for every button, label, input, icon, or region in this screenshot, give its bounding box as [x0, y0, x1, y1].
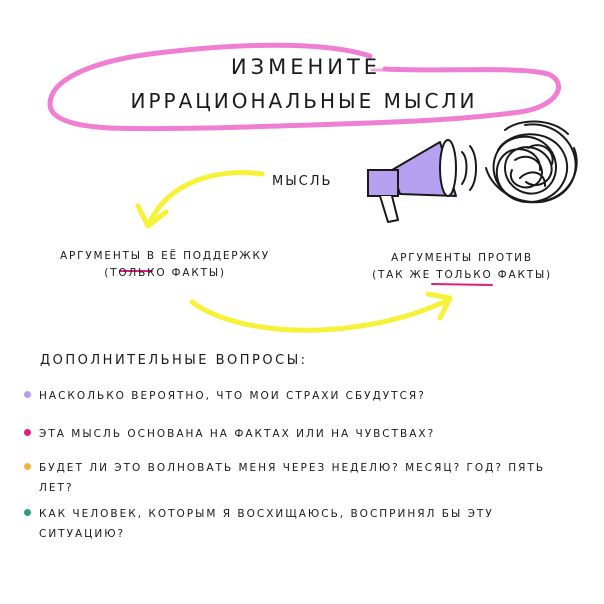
question-text: КАК ЧЕЛОВЕК, КОТОРЫМ Я ВОСХИЩАЮСЬ, ВОСПРИНЯЛ БЫ ЭТУ СИТУАЦИЮ?	[39, 508, 494, 540]
question-text: БУДЕТ ЛИ ЭТО ВОЛНОВАТЬ МЕНЯ ЧЕРЕЗ НЕДЕЛЮ? МЕСЯЦ? ГОД? ПЯТЬ ЛЕТ?	[39, 462, 546, 494]
arguments-against-title: АРГУМЕНТЫ ПРОТИВ	[391, 252, 533, 264]
question-text: НАСКОЛЬКО ВЕРОЯТНО, ЧТО МОИ СТРАХИ СБУДУТСЯ?	[39, 390, 426, 402]
questions-heading: ДОПОЛНИТЕЛЬНЫЕ ВОПРОСЫ:	[40, 353, 308, 368]
question-item	[24, 504, 584, 544]
bullet-dot-purple	[24, 391, 31, 398]
bullet-dot-green	[24, 509, 31, 516]
megaphone-icon	[368, 140, 476, 222]
bullet-dot-yellow	[24, 463, 31, 470]
arrow-to-for	[150, 173, 262, 222]
scribble-knot-icon	[486, 121, 577, 202]
title-line-1: ИЗМЕНИТЕ	[230, 55, 382, 79]
question-text: ЭТА МЫСЛЬ ОСНОВАНА НА ФАКТАХ ИЛИ НА ЧУВСТВАХ?	[39, 428, 436, 440]
bullet-dot-pink	[24, 429, 31, 436]
question-item	[24, 386, 584, 406]
arguments-against	[356, 250, 568, 284]
arguments-for-title: АРГУМЕНТЫ В ЕЁ ПОДДЕРЖКУ	[60, 250, 270, 262]
question-item	[24, 458, 584, 498]
title-line-2: ИРРАЦИОНАЛЬНЫЕ МЫСЛИ	[130, 89, 478, 113]
arrow-to-against	[192, 300, 448, 330]
underline-only-facts-right	[432, 284, 492, 285]
arguments-against-note: (ТАК ЖЕ ТОЛЬКО ФАКТЫ)	[372, 269, 552, 281]
arguments-for	[38, 248, 292, 282]
arguments-for-note: (ТОЛЬКО ФАКТЫ)	[104, 267, 226, 279]
thought-label: МЫСЛЬ	[272, 174, 333, 189]
question-item	[24, 424, 584, 444]
